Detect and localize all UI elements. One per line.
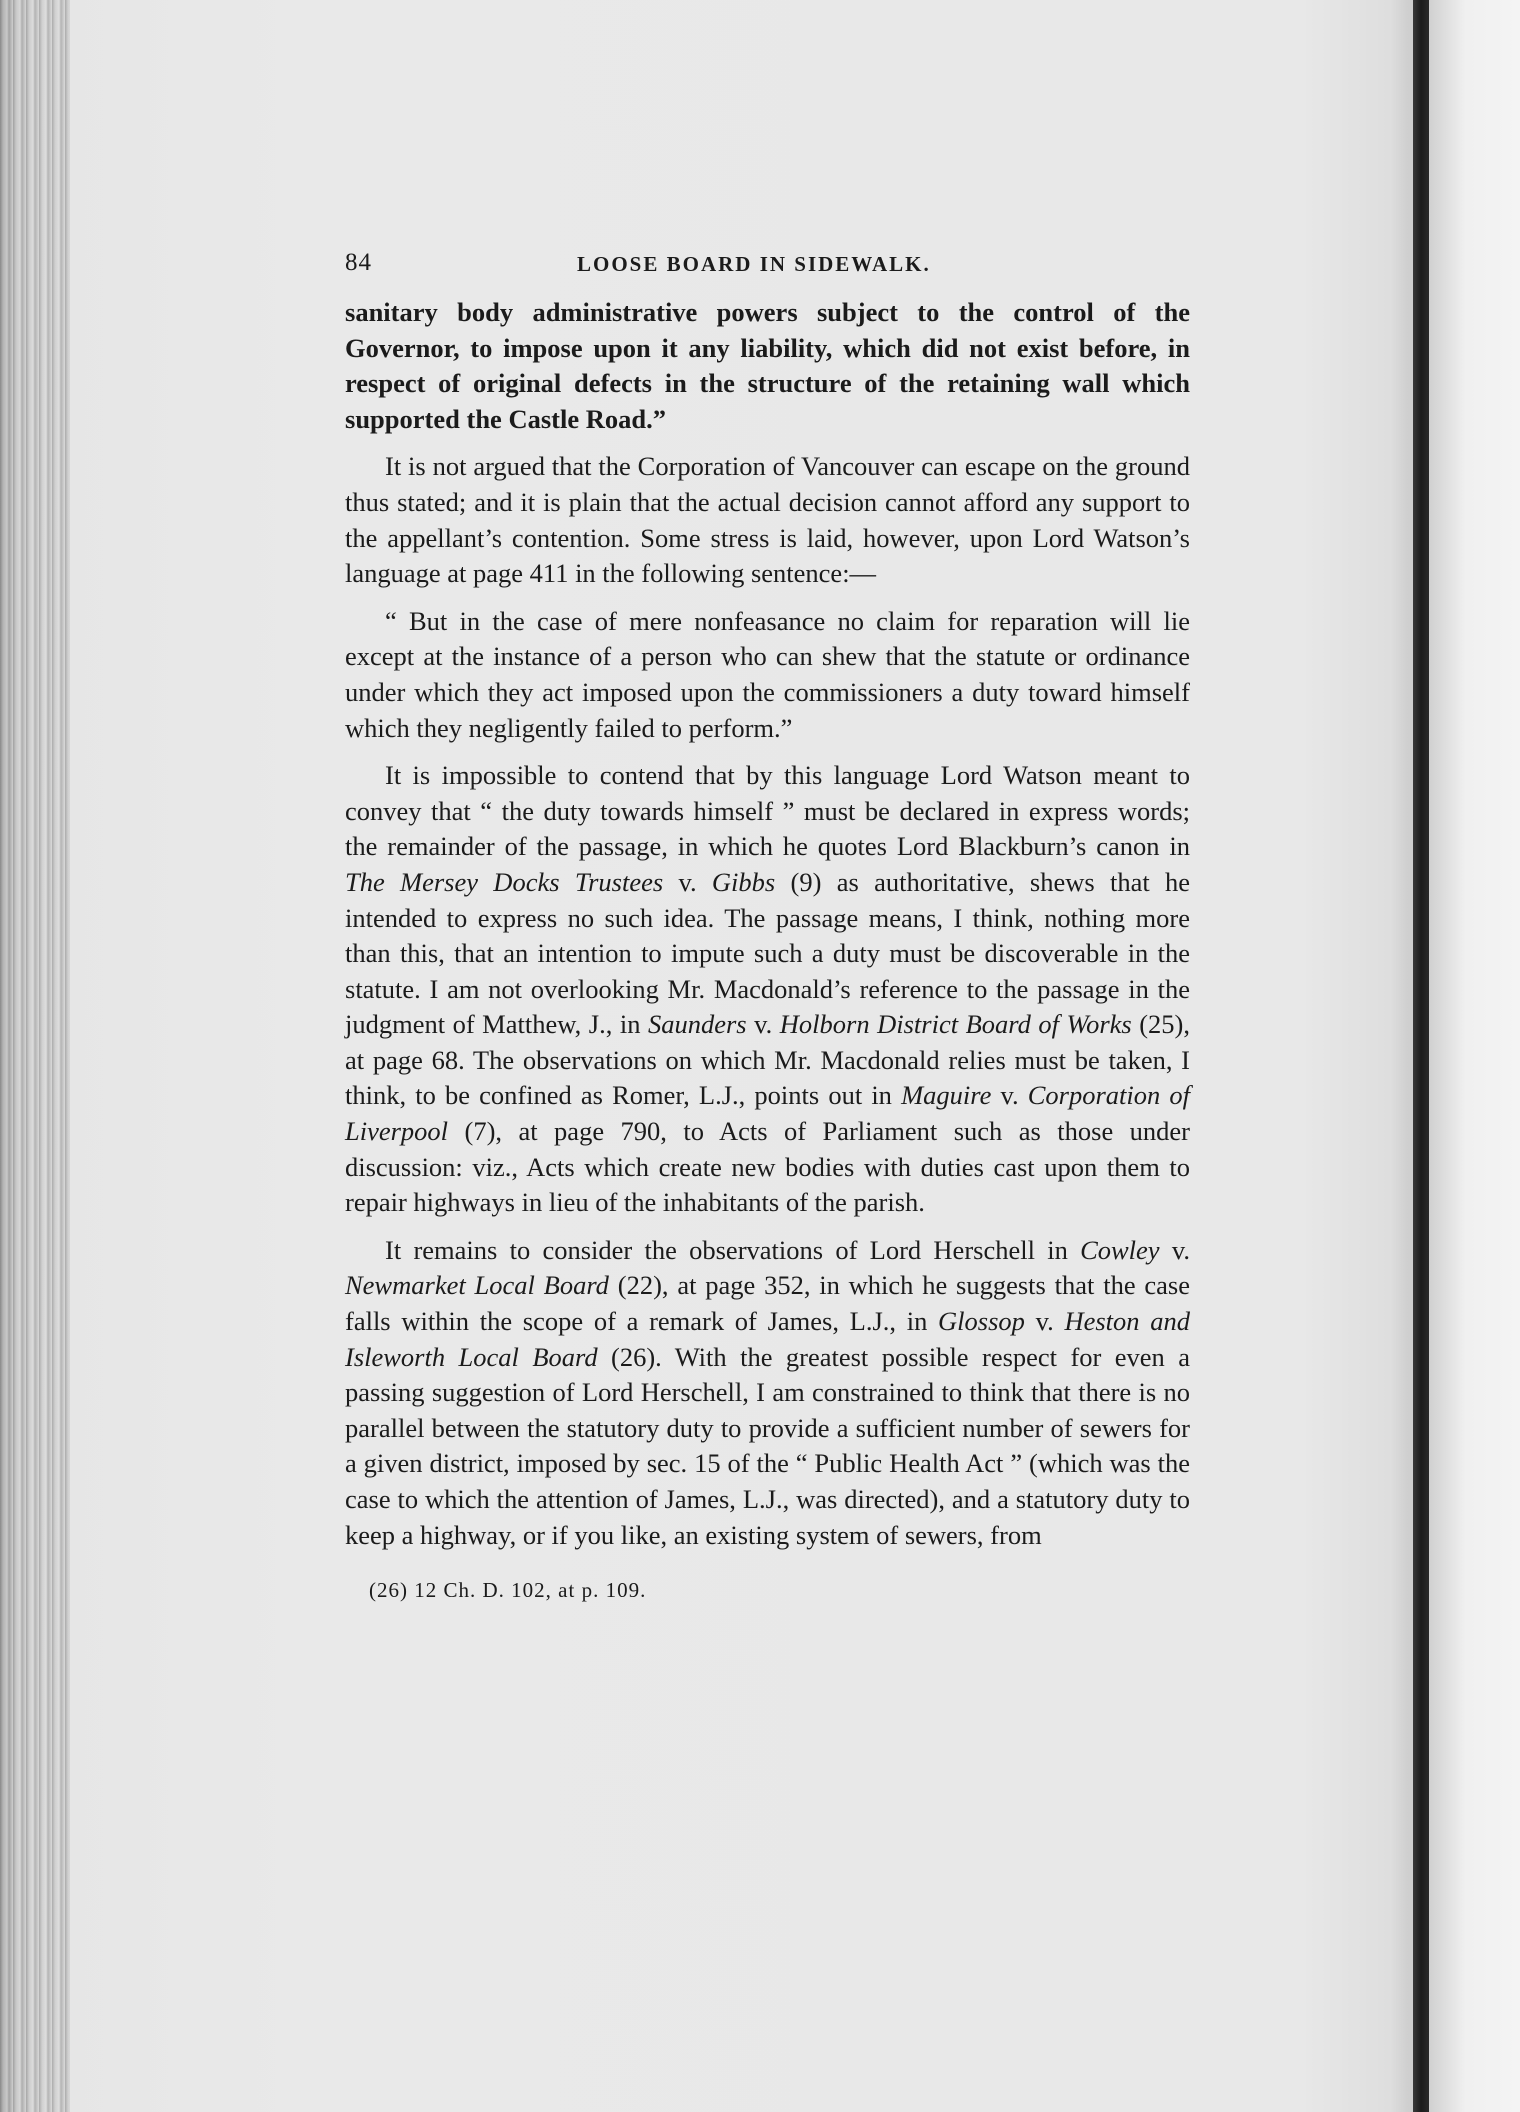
body-text bbox=[345, 295, 1190, 1553]
paragraph-text: v. bbox=[991, 1080, 1028, 1111]
paragraph bbox=[345, 449, 1190, 591]
case-name: Gibbs bbox=[711, 866, 776, 897]
paragraph-text: “ But in the case of mere nonfeasance no claim for reparation will lie except at the instance of a person who can shew that the statute or ordinance under which they act imposed upon the commissioners a duty toward himself which they negligently failed to perform.” bbox=[345, 605, 1190, 743]
paragraph-text: (26). With the greatest possible respect for even a passing suggestion of Lord Herschell, I am constrained to think that there is no parallel between the statutory duty to provide a sufficient number of sewers for a given district, imposed by sec. 15 of the “ Public Health Act ” (which was the case to which the attention of James, L.J., was directed), and a statutory duty to keep a highway, or if you like, an existing system of sewers, from bbox=[345, 1341, 1190, 1550]
paragraph bbox=[345, 295, 1190, 437]
paragraph-text: (9) as authoritative, shews that he intended to express no such idea. The passage means, I think, nothing more than this, that an intention to impute such a duty must be discoverable in the statute. I am not overlooking Mr. Macdonald’s reference to the passage in the judgment of Matthew, J., in bbox=[345, 866, 1191, 1040]
footnote: (26) 12 Ch. D. 102, at p. 109. bbox=[369, 1578, 647, 1603]
case-name: Saunders bbox=[647, 1009, 747, 1040]
paragraph bbox=[345, 604, 1190, 746]
case-name: Glossop bbox=[938, 1306, 1025, 1337]
case-name: Newmarket Local Board bbox=[345, 1270, 609, 1301]
case-name: Corporation of Liverpool bbox=[345, 1080, 1191, 1147]
page-number: 84 bbox=[345, 249, 372, 276]
running-head: LOOSE BOARD IN SIDEWALK. bbox=[577, 252, 931, 276]
paragraph-text: sanitary body administrative powers subject to the control of the Governor, to impose upon it any liability, which did not exist before, in respect of original defects in the structure of the retaining wall which supported the Castle Road.” bbox=[345, 297, 1190, 434]
paragraph-text: (25), at page 68. The observations on which Mr. Macdonald relies must be taken, I think, to be confined as Romer, L.J., points out in bbox=[345, 1009, 1191, 1111]
book-page-edges bbox=[0, 0, 70, 2112]
paragraph-text: (22), at page 352, in which he suggests that the case falls within the scope of a remark of James, L.J., in bbox=[345, 1270, 1190, 1337]
paragraph-text: v. bbox=[746, 1009, 780, 1040]
book-gutter-shadow bbox=[1413, 0, 1429, 2112]
paragraph-text: v. bbox=[1159, 1234, 1190, 1265]
paragraph bbox=[345, 758, 1190, 1221]
paragraph-text: (7), at page 790, to Acts of Parliament such as those under discussion: viz., Acts which create new bodies with duties cast upon them to repair highways in lieu of the inhabitants of the parish. bbox=[345, 1116, 1190, 1218]
case-name: Holborn District Board of Works bbox=[779, 1009, 1132, 1040]
book-page bbox=[345, 245, 1190, 1609]
case-name: Heston and Isleworth Local Board bbox=[345, 1306, 1190, 1372]
paragraph-text: v. bbox=[663, 866, 712, 897]
paragraph-text: v. bbox=[1024, 1306, 1065, 1337]
paragraph-text: It remains to consider the observations of Lord Herschell in bbox=[385, 1234, 1081, 1265]
page-header bbox=[345, 245, 1190, 277]
paragraph bbox=[345, 1233, 1190, 1553]
paragraph-text: It is not argued that the Corporation of Vancouver can escape on the ground thus stated; and it is plain that the actual decision cannot afford any support to the appellant’s contention. Some stress is laid, however, upon Lord Watson’s language at page 411 in the following sentence:— bbox=[345, 451, 1190, 589]
case-name: The Mersey Docks Trustees bbox=[345, 866, 664, 897]
paragraph-text: It is impossible to contend that by this language Lord Watson meant to convey that “ the duty towards himself ” must be declared in express words; the remainder of the passage, in which he quotes Lord Blackburn’s canon in bbox=[345, 760, 1190, 862]
facing-page bbox=[1429, 0, 1520, 2112]
case-name: Cowley bbox=[1080, 1234, 1160, 1265]
case-name: Maguire bbox=[901, 1080, 992, 1111]
